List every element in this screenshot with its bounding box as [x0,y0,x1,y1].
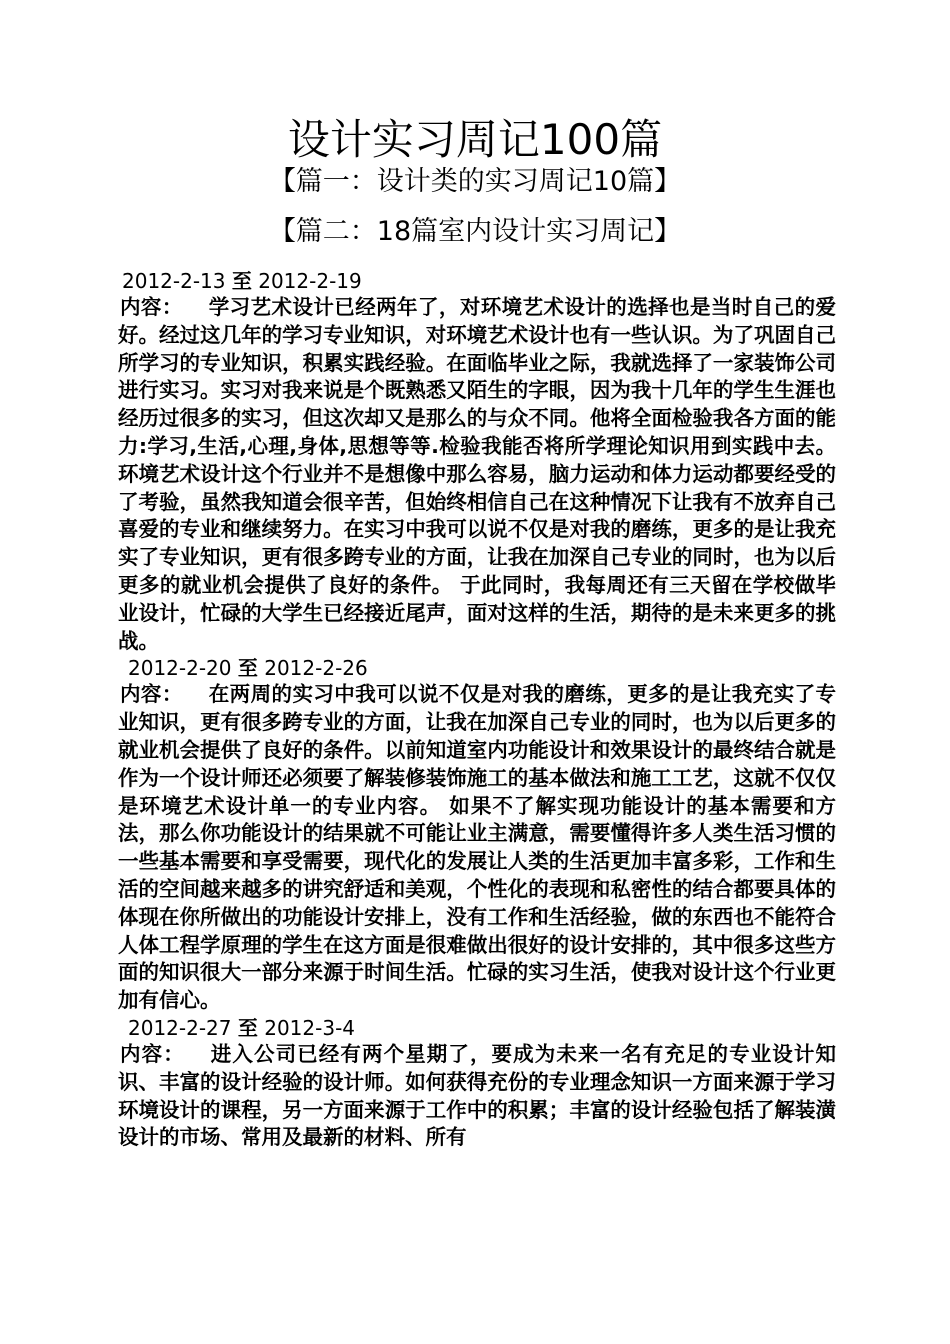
entry-content-paragraph [118,1041,836,1152]
entry-date-separator: 至 [237,656,258,681]
entry-date-start: 2012-2-27 [128,1015,232,1040]
entry-date-range [118,655,836,681]
entry-date-end: 2012-3-4 [264,1015,356,1040]
subtitle-part-two: 【篇二：18篇室内设计实习周记】 [268,216,682,247]
entry-content-text: 学习艺术设计已经两年了，对环境艺术设计的选择也是当时自己的爱好。经过这几年的学习专业知识，对环境艺术设计也有一些认识。为了巩固自己所学习的专业知识，积累实践经验。在面临毕业之际，我就选择了一家装饰公司进行实习。实习对我来说是个既熟悉又陌生的字眼，因为我十几年的学生生涯也经历过很多的实习，但这次却又是那么的与众不同。他将全面检验我各方面的能力:学习,生活,心理,身体,思想等等.检验我能否将所学理论知识用到实践中去。环境艺术设计这个行业并不是想像中那么容易，脑力运动和体力运动都要经受的了考验，虽然我知道会很辛苦，但始终相信自己在这种情况下让我有不放弃自己喜爱的专业和继续努力。在实习中我可以说不仅是对我的磨练，更多的是让我充实了专业知识，更有很多跨专业的方面，让我在加深自己专业的同时，也为以后更多的就业机会提供了良好的条件。 于此同时，我每周还有三天留在学校做毕业设计，忙碌的大学生已经接近尾声，面对这样的生活，期待的是未来更多的挑战。 [118,295,836,653]
subtitle-part-one: 【篇一：设计类的实习周记10篇】 [268,166,682,197]
entry-date-range [118,268,836,294]
entry-date-separator: 至 [231,269,252,293]
entry-date-end: 2012-2-26 [264,656,368,681]
entry-date-end: 2012-2-19 [258,269,362,293]
entry-content-text: 在两周的实习中我可以说不仅是对我的磨练，更多的是让我充实了专业知识，更有很多跨专业的方面，让我在加深自己专业的同时，也为以后更多的就业机会提供了良好的条件。以前知道室内功能设计和效果设计的最终结合就是作为一个设计师还必须要了解装修装饰施工的基本做法和施工工艺，这就不仅仅是环境艺术设计单一的专业内容。 如果不了解实现功能设计的基本需要和方法，那么你功能设计的结果就不可能让业主满意，需要懂得许多人类生活习惯的一些基本需要和享受需要，现代化的发展让人类的生活更加丰富多彩，工作和生活的空间越来越多的讲究舒适和美观，个性化的表现和私密性的结合都要具体的体现在你所做出的功能设计安排上，没有工作和生活经验，做的东西也不能符合人体工程学原理的学生在这方面是很难做出很好的设计安排的，其中很多这些方面的知识很大一部分来源于时间生活。忙碌的实习生活，使我对设计这个行业更加有信心。 [118,682,836,1013]
content-label: 内容： [120,1041,185,1066]
entry-date-range [118,1015,836,1041]
document-body [118,268,836,1152]
content-label: 内容： [120,295,183,319]
content-label: 内容： [120,682,183,707]
entry-content-paragraph [118,294,836,655]
entry-date-separator: 至 [237,1015,258,1040]
entry-content-paragraph [118,681,836,1015]
document-title: 设计实习周记100篇 [287,115,663,164]
entry-date-start: 2012-2-13 [122,269,226,293]
entry-content-text: 进入公司已经有两个星期了，要成为未来一名有充足的专业设计知识、丰富的设计经验的设计师。如何获得充份的专业理念知识一方面来源于学习环境设计的课程，另一方面来源于工作中的积累；丰富的设计经验包括了解装潢设计的市场、常用及最新的材料、所有 [118,1041,837,1150]
entry-date-start: 2012-2-20 [128,656,232,681]
